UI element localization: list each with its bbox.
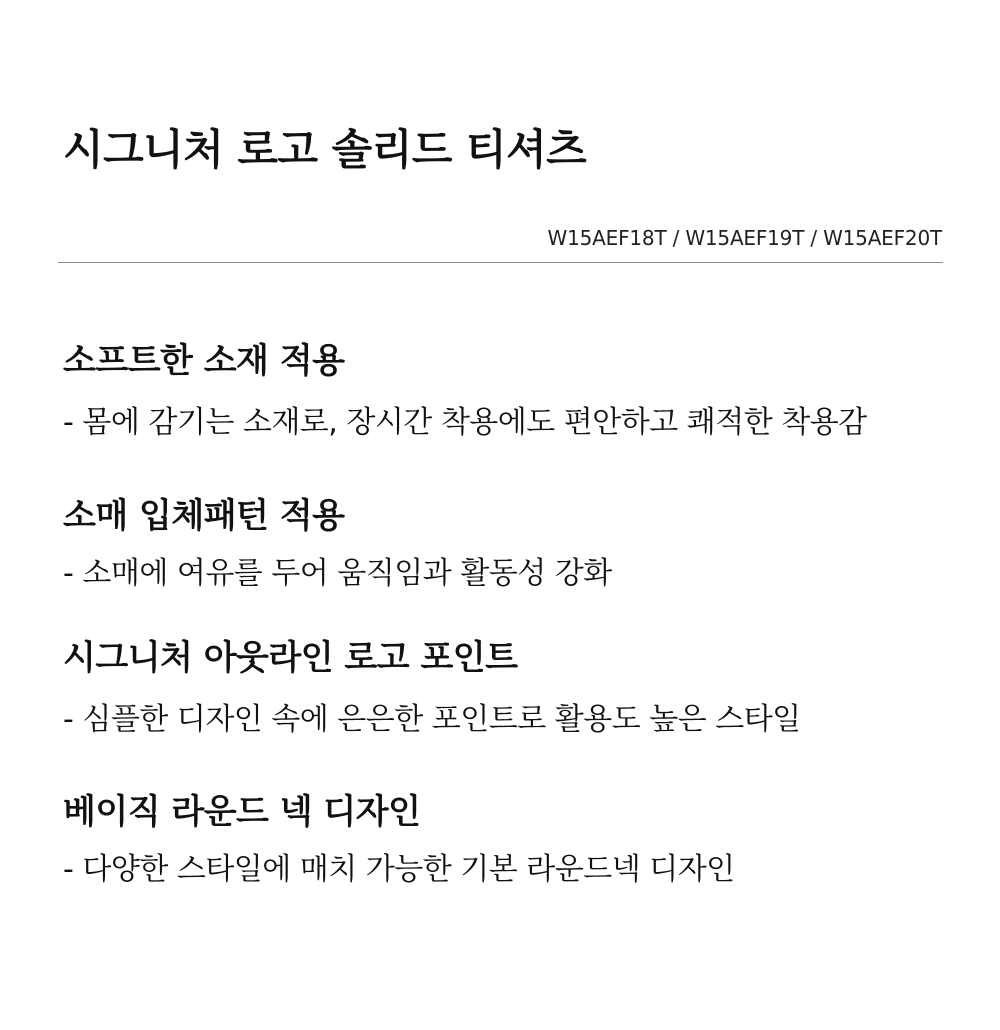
feature-description: - 몸에 감기는 소재로, 장시간 착용에도 편안하고 쾌적한 착용감 <box>63 405 867 440</box>
feature-heading: 베이직 라운드 넥 디자인 <box>63 792 421 832</box>
feature-heading: 시그니처 아웃라인 로고 포인트 <box>63 638 518 678</box>
feature-heading: 소매 입체패턴 적용 <box>63 496 345 536</box>
product-codes: W15AEF18T / W15AEF19T / W15AEF20T <box>547 226 942 250</box>
product-title: 시그니처 로고 솔리드 티셔츠 <box>63 125 587 174</box>
feature-round-neck <box>63 790 963 890</box>
feature-description: - 심플한 디자인 속에 은은한 포인트로 활용도 높은 스타일 <box>63 702 801 737</box>
feature-description: - 다양한 스타일에 매치 가능한 기본 라운드넥 디자인 <box>63 852 735 887</box>
feature-outline-logo <box>63 636 963 740</box>
feature-description: - 소매에 여유를 두어 움직임과 활동성 강화 <box>63 556 612 591</box>
feature-sleeve-pattern <box>63 494 963 594</box>
feature-heading: 소프트한 소재 적용 <box>63 341 345 381</box>
feature-soft-material <box>63 339 963 443</box>
divider <box>58 262 943 263</box>
